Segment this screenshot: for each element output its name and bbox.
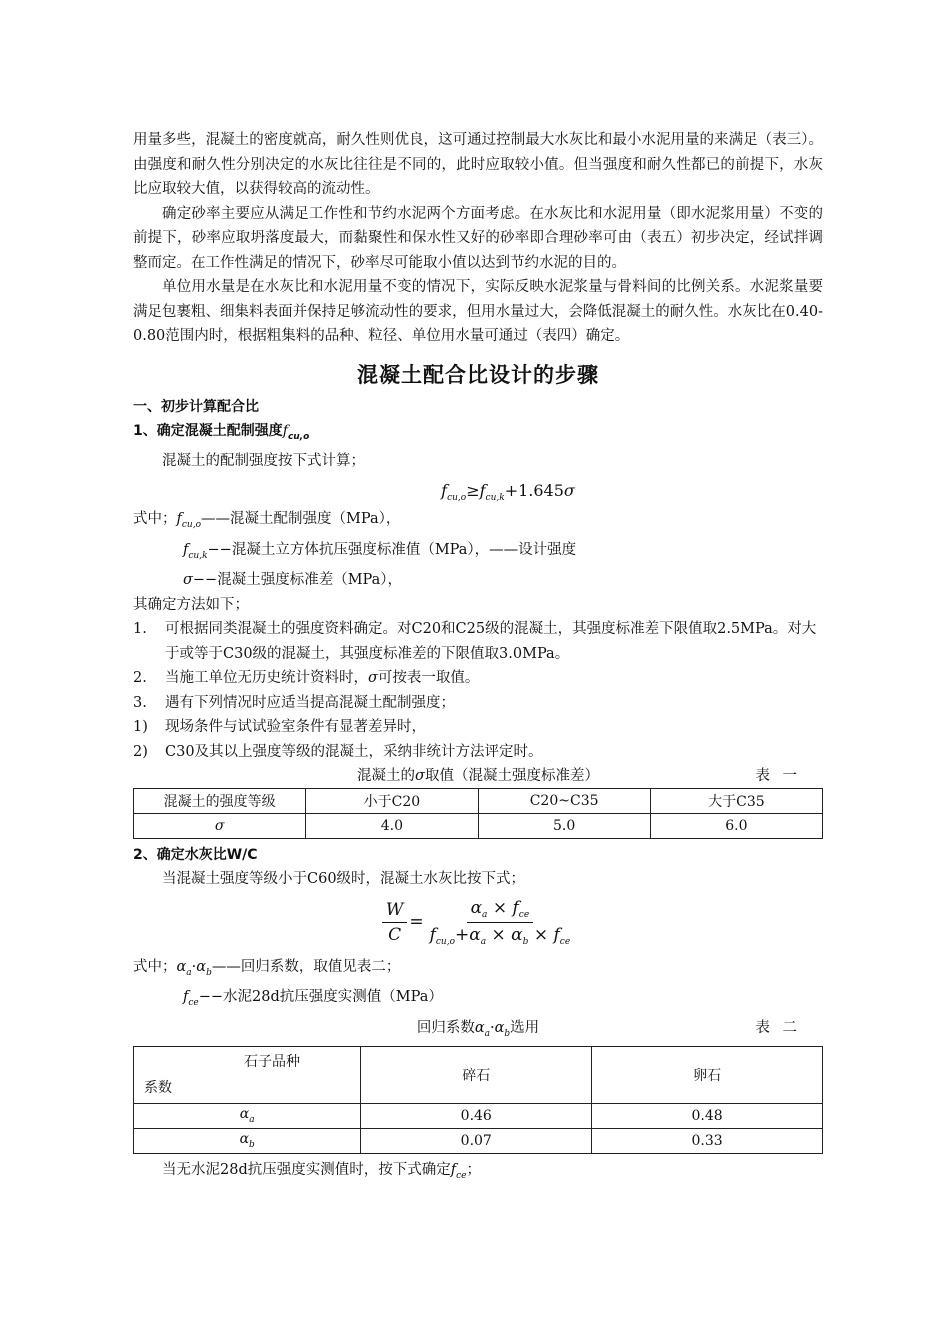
- step-2-heading: 2、确定水灰比W/C: [133, 847, 258, 863]
- closing-line: 当无水泥28d抗压强度实测值时，按下式确定$f_{ce}$；: [162, 1161, 481, 1181]
- step-2-where-2: $f_{ce}--$水泥28d抗压强度实测值（MPa）: [183, 989, 443, 1008]
- section-1-heading: 一、初步计算配合比: [133, 398, 259, 415]
- sub-list-item: 2) C30及其以上强度等级的混凝土，采纳非统计方法评定时。: [133, 743, 543, 760]
- table-1: [133, 788, 823, 839]
- page-title: 混凝土配合比设计的步骤: [357, 362, 599, 387]
- step-1-heading: 1、确定混凝土配制强度$f_{cu,o}$: [133, 422, 310, 442]
- where-line-3: σ−−混凝土强度标准差（MPa），: [183, 572, 403, 588]
- intro-paragraph-1: 用量多些，混凝土的密度就高，耐久性则优良，这可通过控制最大水灰比和最小水泥用量的来满足（表三）。由强度和耐久性分别决定的水灰比往往是不同的，此时应取较小值。但当强度和耐久性都已的前提下，水灰比应取较大值，以获得较高的流动性。: [133, 132, 823, 197]
- document-page: [133, 128, 823, 1188]
- step-1-intro: 混凝土的配制强度按下式计算；: [162, 452, 365, 469]
- table-row: 混凝土的强度等级 小于C20 C20~C35 大于C35: [134, 789, 823, 814]
- sub-list-item: 1) 现场条件与试试验室条件有显著差异时，: [133, 719, 426, 735]
- table-1-number: 表 一: [755, 768, 801, 784]
- list-item: 1. 可根据同类混凝土的强度资料确定。对C20和C25级的混凝土，其强度标准差下限值取2.5MPa。对大于或等于C30级的混凝土，其强度标准差的下限值取3.0MPa。: [133, 621, 817, 662]
- table-2-number: 表 二: [755, 1019, 801, 1036]
- intro-paragraph-2: 确定砂率主要应从满足工作性和节约水泥两个方面考虑。在水灰比和水泥用量（即水泥浆用量）不变的前提下，砂率应取坍落度最大，而黏聚性和保水性又好的砂率即合理砂率可由（表五）初步决定，经试拌调整而定。在工作性满足的情况下，砂率尽可能取小值以达到节约水泥的目的。: [133, 205, 823, 271]
- intro-paragraph-3: 单位用水量是在水灰比和水泥用量不变的情况下，实际反映水泥浆量与骨料间的比例关系。水泥浆量要满足包裹粗、细集料表面并保持足够流动性的要求，但用水量过大，会降低混凝土的耐久性。水灰比在0.40-0.80范围内时，根据粗集料的品种、粒径、单位用水量可通过（表四）确定。: [133, 279, 823, 344]
- table-row: 石子品种 系数 碎石 卵石: [134, 1046, 823, 1103]
- method-intro: 其确定方法如下；: [133, 596, 249, 613]
- water-cement-formula: $\frac{W}{C}$ = $\frac{\alpha_a \times f_{ce}}{f_{cu,o}+\alpha_a \times \alpha_b \times f_{ce}}$: [133, 898, 823, 947]
- where-line-2: $f_{cu,k}--$混凝土立方体抗压强度标准值（MPa），——设计强度: [183, 541, 577, 561]
- table-row: $\alpha_b$ 0.07 0.33: [134, 1128, 823, 1153]
- strength-formula: $f_{cu,o}\ge f_{cu,k}+1.645\sigma$: [441, 481, 575, 503]
- table-2-caption: 回归系数$\alpha_a\cdot\alpha_b$选用 表 二: [133, 1016, 823, 1046]
- table-1-caption: 混凝土的σ取值（混凝土强度标准差） 表 一: [133, 764, 823, 788]
- table-2: [133, 1046, 823, 1154]
- diagonal-header-cell: 石子品种 系数: [134, 1046, 361, 1103]
- list-item: 3. 遇有下列情况时应适当提高混凝土配制强度；: [133, 694, 455, 711]
- step-2-intro: 当混凝土强度等级小于C60级时，混凝土水灰比按下式；: [162, 871, 526, 887]
- list-item: 2. 当施工单位无历史统计资料时，σ可按表一取值。: [133, 670, 480, 686]
- table-row: σ 4.0 5.0 6.0: [134, 814, 823, 839]
- step-2-where-1: 式中；$\alpha_a\cdot\alpha_b——$回归系数，取值见表二；: [133, 958, 401, 978]
- table-row: $\alpha_a$ 0.46 0.48: [134, 1103, 823, 1128]
- where-line-1: 式中；$f_{cu,o}——$混凝土配制强度（MPa），: [133, 511, 401, 530]
